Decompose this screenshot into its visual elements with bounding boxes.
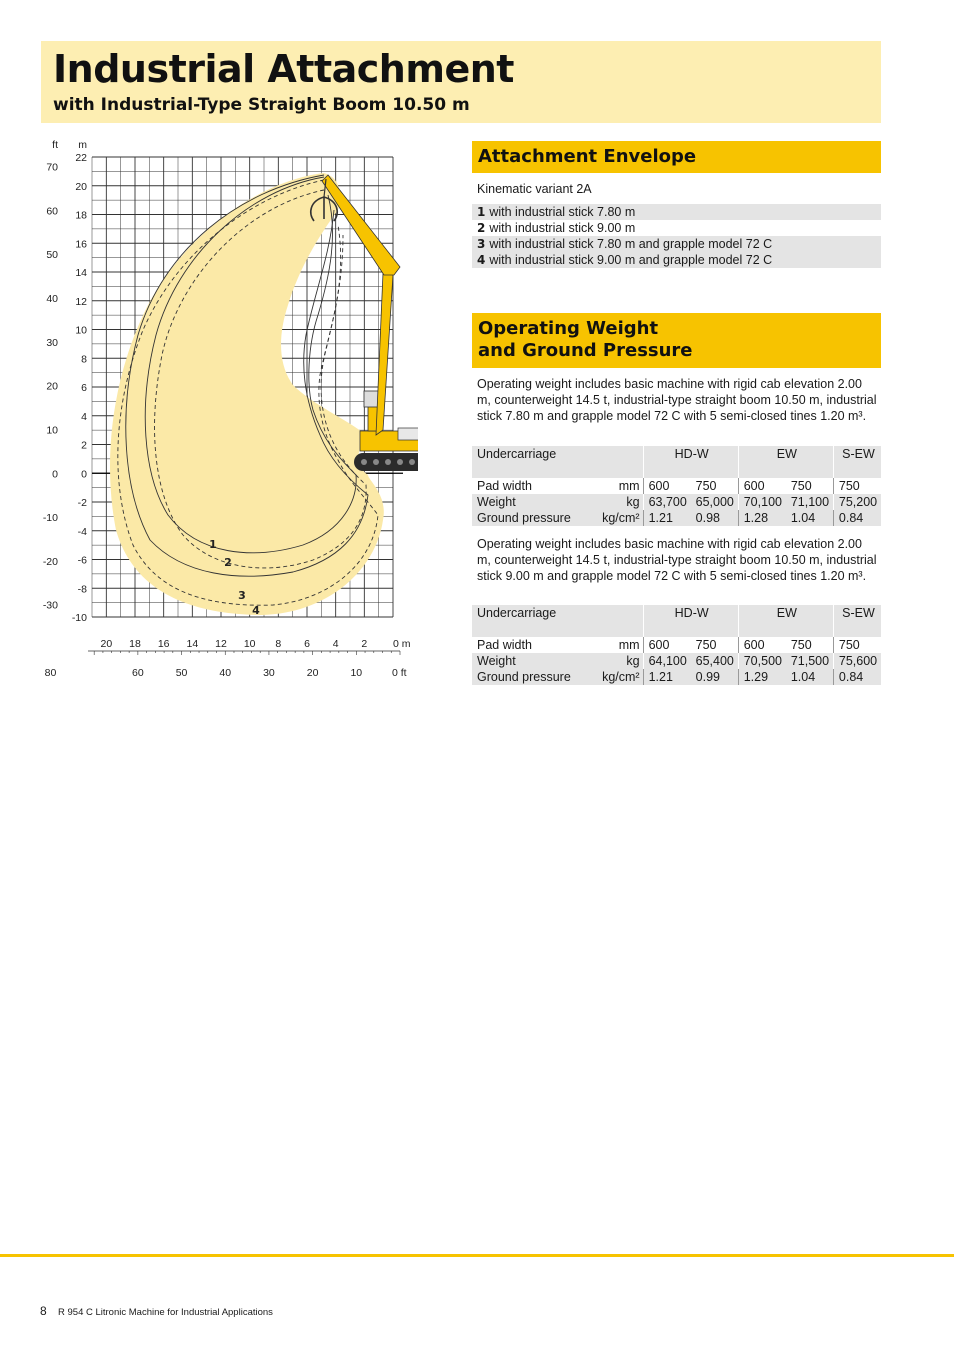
y-tick-m: 10	[75, 324, 87, 337]
row-label: Ground pressure	[472, 669, 582, 685]
legend-text: with industrial stick 9.00 m and grapple model 72 C	[489, 253, 773, 267]
envelope-legend	[472, 204, 881, 268]
table-cell: 750	[695, 638, 717, 652]
table-cell: 750	[790, 479, 812, 493]
y-tick-m: 20	[75, 180, 87, 193]
y-tick-ft: 20	[46, 380, 58, 393]
config-2-description: Operating weight includes basic machine with rigid cab elevation 2.00 m, counterweight 14.5 t, industrial-type straight boom 10.50 m, industrial stick 9.00 m and grapple model 72 C with 5 semi-closed tines 1.20 m³.	[477, 537, 877, 583]
table-cell: 1.21	[643, 669, 691, 685]
y-tick-ft: 40	[46, 292, 58, 305]
table-cell: 1.21	[643, 510, 691, 526]
x-tick-ft: 20	[306, 667, 319, 679]
table-header-cell: S-EW	[833, 605, 881, 637]
x-tick-m: 6	[304, 638, 310, 650]
legend-item	[472, 204, 881, 220]
table-row	[472, 478, 881, 494]
table-cell: 750	[695, 479, 717, 493]
page-number: 8	[40, 1304, 47, 1318]
row-unit: kg	[582, 653, 643, 669]
header-band	[41, 41, 881, 123]
table-cell: 70,500	[738, 653, 786, 669]
table-header-cell: HD-W	[643, 605, 738, 637]
table-cell: 750	[790, 638, 812, 652]
y-unit-m: m	[78, 139, 87, 151]
legend-text: with industrial stick 9.00 m	[489, 221, 636, 235]
table-cell: 750	[833, 478, 881, 494]
table-header-row	[472, 605, 881, 637]
table-cell: 71,500	[786, 653, 834, 669]
x-tick-m: 8	[275, 638, 282, 650]
table-header-cell: S-EW	[833, 446, 881, 478]
counterweight	[398, 428, 418, 440]
x-tick-m: 12	[215, 638, 227, 650]
table-cell: 1.28	[738, 510, 786, 526]
y-tick-m: 12	[75, 295, 87, 308]
footer-text: R 954 C Litronic Machine for Industrial Applications	[58, 1307, 273, 1318]
envelope-fill	[110, 173, 384, 615]
table-cell: 1.04	[786, 669, 834, 685]
table-cell: 70,100	[738, 494, 786, 510]
legend-number: 3	[477, 237, 486, 251]
y-tick-m: 8	[81, 353, 87, 366]
x-tick-ft: 10	[350, 667, 363, 679]
working-range-svg	[38, 135, 418, 685]
x-tick-m: 0 m	[393, 638, 411, 650]
operating-weight-heading-line1: Operating Weight	[478, 318, 659, 339]
x-tick-m: 16	[157, 638, 170, 650]
table-cell: 0.84	[833, 510, 881, 526]
y-tick-ft: 70	[46, 161, 58, 174]
operating-weight-heading	[472, 313, 881, 368]
row-label: Pad width	[477, 638, 532, 652]
y-tick-m: 18	[75, 209, 87, 222]
table-header-cell: HD-W	[643, 446, 738, 478]
y-tick-ft: 50	[46, 249, 58, 262]
row-label: Weight	[472, 653, 582, 669]
x-tick-m: 2	[361, 638, 368, 650]
y-unit-ft: ft	[52, 139, 58, 151]
x-tick-ft: 50	[175, 667, 188, 679]
table-header-cell: EW	[738, 446, 833, 478]
x-tick-ft: 60	[132, 667, 144, 679]
legend-number: 4	[477, 253, 486, 267]
x-tick-m: 14	[186, 638, 199, 650]
y-tick-m: 22	[75, 152, 87, 164]
table-header-row	[472, 446, 881, 478]
table-cell: 75,200	[833, 494, 881, 510]
table-cell: 600	[738, 478, 786, 494]
weight-table-1	[472, 446, 881, 526]
table-cell: 0.98	[691, 510, 739, 526]
table-row	[472, 510, 881, 526]
legend-item	[472, 220, 881, 236]
row-unit: kg	[582, 494, 643, 510]
table-header-cell: Undercarriage	[472, 446, 643, 478]
curve-label-1: 1	[209, 538, 217, 551]
y-tick-ft: -10	[42, 512, 58, 525]
config-1-description: Operating weight includes basic machine with rigid cab elevation 2.00 m, counterweight 14.5 t, industrial-type straight boom 10.50 m, industrial stick 7.80 m and grapple model 72 C with 5 semi-closed tines 1.20 m³.	[477, 377, 877, 423]
curve-label-2: 2	[224, 556, 232, 569]
row-label: Ground pressure	[472, 510, 582, 526]
table-cell: 75,600	[833, 653, 881, 669]
y-tick-m: -8	[77, 583, 87, 596]
table-cell: 600	[738, 637, 786, 653]
page-title: Industrial Attachment	[53, 47, 514, 91]
table-cell: 71,100	[786, 494, 834, 510]
x-tick-m: 18	[129, 638, 141, 650]
kinematic-variant: Kinematic variant 2A	[477, 182, 592, 196]
table-header-cell: EW	[738, 605, 833, 637]
weight-table-2	[472, 605, 881, 685]
page-subtitle: with Industrial-Type Straight Boom 10.50 m	[53, 95, 470, 115]
y-tick-ft: -30	[42, 599, 58, 612]
table-cell: 0.99	[691, 669, 739, 685]
x-tick-ft: 0 ft	[392, 667, 407, 679]
y-tick-m: 2	[81, 439, 87, 452]
table-cell: 1.04	[786, 510, 834, 526]
table-cell: 0.84	[833, 669, 881, 685]
table-cell: 600	[643, 637, 691, 653]
row-unit: mm	[618, 638, 640, 652]
row-unit: mm	[618, 479, 640, 493]
table-cell: 64,100	[643, 653, 691, 669]
stick	[322, 175, 400, 275]
table-cell: 1.29	[738, 669, 786, 685]
operating-weight-heading-line2: and Ground Pressure	[478, 340, 693, 361]
x-tick-ft: 30	[263, 667, 275, 679]
curve-label-3: 3	[238, 589, 246, 602]
y-tick-ft: -20	[42, 555, 58, 568]
curve-label-4: 4	[252, 604, 260, 617]
legend-text: with industrial stick 7.80 m	[489, 205, 636, 219]
y-tick-m: 16	[75, 238, 87, 251]
row-label: Pad width	[477, 479, 532, 493]
x-tick-ft: 80	[44, 667, 57, 679]
legend-number: 1	[477, 205, 486, 219]
y-tick-m: -4	[77, 525, 87, 538]
legend-item	[472, 236, 881, 252]
table-cell: 600	[643, 478, 691, 494]
y-tick-m: 0	[81, 468, 87, 481]
legend-item	[472, 252, 881, 268]
table-header-cell: Undercarriage	[472, 605, 643, 637]
y-tick-m: -6	[77, 554, 87, 567]
y-tick-ft: 0	[52, 468, 58, 481]
footer-rule	[0, 1254, 954, 1257]
y-tick-m: 6	[81, 382, 87, 394]
y-tick-ft: 30	[46, 336, 58, 349]
y-tick-ft: 60	[46, 205, 58, 218]
legend-text: with industrial stick 7.80 m and grapple model 72 C	[489, 237, 773, 251]
y-tick-m: 14	[75, 267, 87, 279]
legend-number: 2	[477, 221, 486, 235]
x-tick-m: 4	[332, 638, 339, 650]
table-cell: 65,000	[691, 494, 739, 510]
table-row	[472, 494, 881, 510]
table-row	[472, 669, 881, 685]
x-tick-ft: 40	[219, 667, 232, 679]
row-label: Weight	[472, 494, 582, 510]
table-cell: 750	[833, 637, 881, 653]
row-unit: kg/cm²	[582, 669, 643, 685]
x-tick-m: 10	[243, 638, 256, 650]
table-cell: 63,700	[643, 494, 691, 510]
table-row	[472, 637, 881, 653]
y-tick-m: -2	[77, 497, 87, 509]
working-range-diagram	[38, 135, 418, 685]
y-tick-ft: 10	[46, 424, 58, 437]
attachment-envelope-heading: Attachment Envelope	[472, 141, 881, 173]
row-unit: kg/cm²	[582, 510, 643, 526]
table-cell: 65,400	[691, 653, 739, 669]
x-tick-m: 20	[100, 638, 113, 650]
table-row	[472, 653, 881, 669]
y-tick-m: 4	[81, 410, 87, 423]
y-tick-m: -10	[71, 612, 87, 624]
